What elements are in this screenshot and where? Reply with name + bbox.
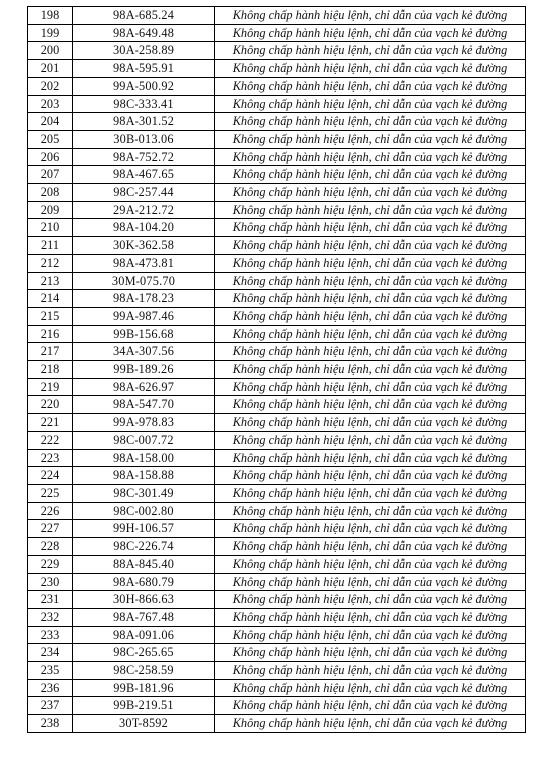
row-number-cell: 198	[28, 7, 73, 25]
table-row	[28, 414, 526, 432]
row-number-cell: 223	[28, 449, 73, 467]
table-row	[28, 307, 526, 325]
table-row	[28, 679, 526, 697]
row-number-cell: 204	[28, 113, 73, 131]
table-row	[28, 520, 526, 538]
row-number-cell: 209	[28, 201, 73, 219]
table-row	[28, 715, 526, 733]
table-row	[28, 113, 526, 131]
row-number-cell: 220	[28, 396, 73, 414]
license-plate-cell: 98A-752.72	[73, 148, 215, 166]
violation-description-cell: Không chấp hành hiệu lệnh, chỉ dẫn của vạch kẻ đường	[215, 201, 526, 219]
license-plate-cell: 98C-258.59	[73, 662, 215, 680]
table-row	[28, 361, 526, 379]
row-number-cell: 206	[28, 148, 73, 166]
table-row	[28, 7, 526, 25]
violation-description-cell: Không chấp hành hiệu lệnh, chỉ dẫn của vạch kẻ đường	[215, 697, 526, 715]
table-row	[28, 467, 526, 485]
table-row	[28, 148, 526, 166]
license-plate-cell: 98A-178.23	[73, 290, 215, 308]
violation-description-cell: Không chấp hành hiệu lệnh, chỉ dẫn của vạch kẻ đường	[215, 502, 526, 520]
license-plate-cell: 98A-649.48	[73, 24, 215, 42]
violation-description-cell: Không chấp hành hiệu lệnh, chỉ dẫn của vạch kẻ đường	[215, 467, 526, 485]
row-number-cell: 227	[28, 520, 73, 538]
row-number-cell: 232	[28, 608, 73, 626]
row-number-cell: 224	[28, 467, 73, 485]
table-row	[28, 77, 526, 95]
violation-description-cell: Không chấp hành hiệu lệnh, chỉ dẫn của vạch kẻ đường	[215, 414, 526, 432]
license-plate-cell: 98C-333.41	[73, 95, 215, 113]
license-plate-cell: 99H-106.57	[73, 520, 215, 538]
license-plate-cell: 98A-301.52	[73, 113, 215, 131]
row-number-cell: 222	[28, 431, 73, 449]
license-plate-cell: 98C-257.44	[73, 184, 215, 202]
license-plate-cell: 30B-013.06	[73, 130, 215, 148]
table-row	[28, 538, 526, 556]
table-row	[28, 573, 526, 591]
license-plate-cell: 30T-8592	[73, 715, 215, 733]
violation-description-cell: Không chấp hành hiệu lệnh, chỉ dẫn của vạch kẻ đường	[215, 307, 526, 325]
row-number-cell: 207	[28, 166, 73, 184]
table-row	[28, 484, 526, 502]
license-plate-cell: 98A-104.20	[73, 219, 215, 237]
row-number-cell: 216	[28, 325, 73, 343]
violation-description-cell: Không chấp hành hiệu lệnh, chỉ dẫn của vạch kẻ đường	[215, 715, 526, 733]
violation-description-cell: Không chấp hành hiệu lệnh, chỉ dẫn của vạch kẻ đường	[215, 644, 526, 662]
table-row	[28, 254, 526, 272]
row-number-cell: 218	[28, 361, 73, 379]
license-plate-cell: 98A-626.97	[73, 378, 215, 396]
license-plate-cell: 98A-158.00	[73, 449, 215, 467]
table-row	[28, 431, 526, 449]
license-plate-cell: 98A-473.81	[73, 254, 215, 272]
row-number-cell: 213	[28, 272, 73, 290]
violation-description-cell: Không chấp hành hiệu lệnh, chỉ dẫn của vạch kẻ đường	[215, 378, 526, 396]
violation-description-cell: Không chấp hành hiệu lệnh, chỉ dẫn của vạch kẻ đường	[215, 361, 526, 379]
license-plate-cell: 98C-002.80	[73, 502, 215, 520]
license-plate-cell: 98A-595.91	[73, 60, 215, 78]
violation-description-cell: Không chấp hành hiệu lệnh, chỉ dẫn của vạch kẻ đường	[215, 24, 526, 42]
table-row	[28, 644, 526, 662]
table-row	[28, 24, 526, 42]
violation-description-cell: Không chấp hành hiệu lệnh, chỉ dẫn của vạch kẻ đường	[215, 573, 526, 591]
row-number-cell: 231	[28, 591, 73, 609]
license-plate-cell: 98A-547.70	[73, 396, 215, 414]
violation-description-cell: Không chấp hành hiệu lệnh, chỉ dẫn của vạch kẻ đường	[215, 538, 526, 556]
table-row	[28, 697, 526, 715]
table-row	[28, 378, 526, 396]
table-row	[28, 219, 526, 237]
license-plate-cell: 99B-156.68	[73, 325, 215, 343]
license-plate-cell: 98A-158.88	[73, 467, 215, 485]
row-number-cell: 229	[28, 555, 73, 573]
violation-description-cell: Không chấp hành hiệu lệnh, chỉ dẫn của vạch kẻ đường	[215, 662, 526, 680]
license-plate-cell: 98A-467.65	[73, 166, 215, 184]
violation-description-cell: Không chấp hành hiệu lệnh, chỉ dẫn của vạch kẻ đường	[215, 449, 526, 467]
violations-table	[27, 6, 526, 733]
license-plate-cell: 98C-226.74	[73, 538, 215, 556]
violation-description-cell: Không chấp hành hiệu lệnh, chỉ dẫn của vạch kẻ đường	[215, 272, 526, 290]
table-row	[28, 555, 526, 573]
license-plate-cell: 30H-866.63	[73, 591, 215, 609]
license-plate-cell: 99A-987.46	[73, 307, 215, 325]
table-row	[28, 343, 526, 361]
table-row	[28, 396, 526, 414]
row-number-cell: 228	[28, 538, 73, 556]
violation-description-cell: Không chấp hành hiệu lệnh, chỉ dẫn của vạch kẻ đường	[215, 626, 526, 644]
row-number-cell: 221	[28, 414, 73, 432]
row-number-cell: 214	[28, 290, 73, 308]
row-number-cell: 208	[28, 184, 73, 202]
row-number-cell: 230	[28, 573, 73, 591]
violation-description-cell: Không chấp hành hiệu lệnh, chỉ dẫn của vạch kẻ đường	[215, 679, 526, 697]
violation-description-cell: Không chấp hành hiệu lệnh, chỉ dẫn của vạch kẻ đường	[215, 148, 526, 166]
row-number-cell: 201	[28, 60, 73, 78]
table-row	[28, 42, 526, 60]
violation-description-cell: Không chấp hành hiệu lệnh, chỉ dẫn của vạch kẻ đường	[215, 7, 526, 25]
table-row	[28, 166, 526, 184]
table-row	[28, 201, 526, 219]
table-row	[28, 272, 526, 290]
license-plate-cell: 99A-500.92	[73, 77, 215, 95]
violation-description-cell: Không chấp hành hiệu lệnh, chỉ dẫn của vạch kẻ đường	[215, 555, 526, 573]
violation-description-cell: Không chấp hành hiệu lệnh, chỉ dẫn của vạch kẻ đường	[215, 219, 526, 237]
license-plate-cell: 34A-307.56	[73, 343, 215, 361]
table-row	[28, 184, 526, 202]
table-row	[28, 502, 526, 520]
row-number-cell: 215	[28, 307, 73, 325]
table-row	[28, 95, 526, 113]
row-number-cell: 236	[28, 679, 73, 697]
violation-description-cell: Không chấp hành hiệu lệnh, chỉ dẫn của vạch kẻ đường	[215, 95, 526, 113]
license-plate-cell: 88A-845.40	[73, 555, 215, 573]
violation-description-cell: Không chấp hành hiệu lệnh, chỉ dẫn của vạch kẻ đường	[215, 60, 526, 78]
row-number-cell: 226	[28, 502, 73, 520]
row-number-cell: 211	[28, 237, 73, 255]
violation-description-cell: Không chấp hành hiệu lệnh, chỉ dẫn của vạch kẻ đường	[215, 608, 526, 626]
row-number-cell: 200	[28, 42, 73, 60]
row-number-cell: 210	[28, 219, 73, 237]
violation-description-cell: Không chấp hành hiệu lệnh, chỉ dẫn của vạch kẻ đường	[215, 520, 526, 538]
violation-description-cell: Không chấp hành hiệu lệnh, chỉ dẫn của vạch kẻ đường	[215, 130, 526, 148]
license-plate-cell: 98A-091.06	[73, 626, 215, 644]
violation-description-cell: Không chấp hành hiệu lệnh, chỉ dẫn của vạch kẻ đường	[215, 184, 526, 202]
violation-description-cell: Không chấp hành hiệu lệnh, chỉ dẫn của vạch kẻ đường	[215, 254, 526, 272]
table-row	[28, 290, 526, 308]
violation-description-cell: Không chấp hành hiệu lệnh, chỉ dẫn của vạch kẻ đường	[215, 396, 526, 414]
table-row	[28, 591, 526, 609]
license-plate-cell: 30M-075.70	[73, 272, 215, 290]
violation-description-cell: Không chấp hành hiệu lệnh, chỉ dẫn của vạch kẻ đường	[215, 77, 526, 95]
license-plate-cell: 99B-219.51	[73, 697, 215, 715]
license-plate-cell: 30K-362.58	[73, 237, 215, 255]
row-number-cell: 202	[28, 77, 73, 95]
table-row	[28, 60, 526, 78]
license-plate-cell: 98A-767.48	[73, 608, 215, 626]
table-row	[28, 608, 526, 626]
license-plate-cell: 98A-685.24	[73, 7, 215, 25]
row-number-cell: 234	[28, 644, 73, 662]
license-plate-cell: 98C-301.49	[73, 484, 215, 502]
row-number-cell: 212	[28, 254, 73, 272]
violation-description-cell: Không chấp hành hiệu lệnh, chỉ dẫn của vạch kẻ đường	[215, 113, 526, 131]
license-plate-cell: 30A-258.89	[73, 42, 215, 60]
row-number-cell: 237	[28, 697, 73, 715]
license-plate-cell: 29A-212.72	[73, 201, 215, 219]
row-number-cell: 205	[28, 130, 73, 148]
table-row	[28, 662, 526, 680]
violation-description-cell: Không chấp hành hiệu lệnh, chỉ dẫn của vạch kẻ đường	[215, 237, 526, 255]
row-number-cell: 199	[28, 24, 73, 42]
violation-description-cell: Không chấp hành hiệu lệnh, chỉ dẫn của vạch kẻ đường	[215, 484, 526, 502]
license-plate-cell: 98A-680.79	[73, 573, 215, 591]
row-number-cell: 225	[28, 484, 73, 502]
table-row	[28, 325, 526, 343]
row-number-cell: 233	[28, 626, 73, 644]
table-row	[28, 237, 526, 255]
violation-description-cell: Không chấp hành hiệu lệnh, chỉ dẫn của vạch kẻ đường	[215, 343, 526, 361]
row-number-cell: 203	[28, 95, 73, 113]
row-number-cell: 238	[28, 715, 73, 733]
violation-description-cell: Không chấp hành hiệu lệnh, chỉ dẫn của vạch kẻ đường	[215, 166, 526, 184]
row-number-cell: 235	[28, 662, 73, 680]
license-plate-cell: 98C-007.72	[73, 431, 215, 449]
license-plate-cell: 99A-978.83	[73, 414, 215, 432]
table-row	[28, 130, 526, 148]
row-number-cell: 219	[28, 378, 73, 396]
violation-description-cell: Không chấp hành hiệu lệnh, chỉ dẫn của vạch kẻ đường	[215, 591, 526, 609]
violation-description-cell: Không chấp hành hiệu lệnh, chỉ dẫn của vạch kẻ đường	[215, 325, 526, 343]
violation-description-cell: Không chấp hành hiệu lệnh, chỉ dẫn của vạch kẻ đường	[215, 431, 526, 449]
table-row	[28, 449, 526, 467]
violation-description-cell: Không chấp hành hiệu lệnh, chỉ dẫn của vạch kẻ đường	[215, 42, 526, 60]
table-row	[28, 626, 526, 644]
license-plate-cell: 99B-181.96	[73, 679, 215, 697]
row-number-cell: 217	[28, 343, 73, 361]
violation-description-cell: Không chấp hành hiệu lệnh, chỉ dẫn của vạch kẻ đường	[215, 290, 526, 308]
license-plate-cell: 99B-189.26	[73, 361, 215, 379]
violations-table-body	[28, 7, 526, 733]
license-plate-cell: 98C-265.65	[73, 644, 215, 662]
